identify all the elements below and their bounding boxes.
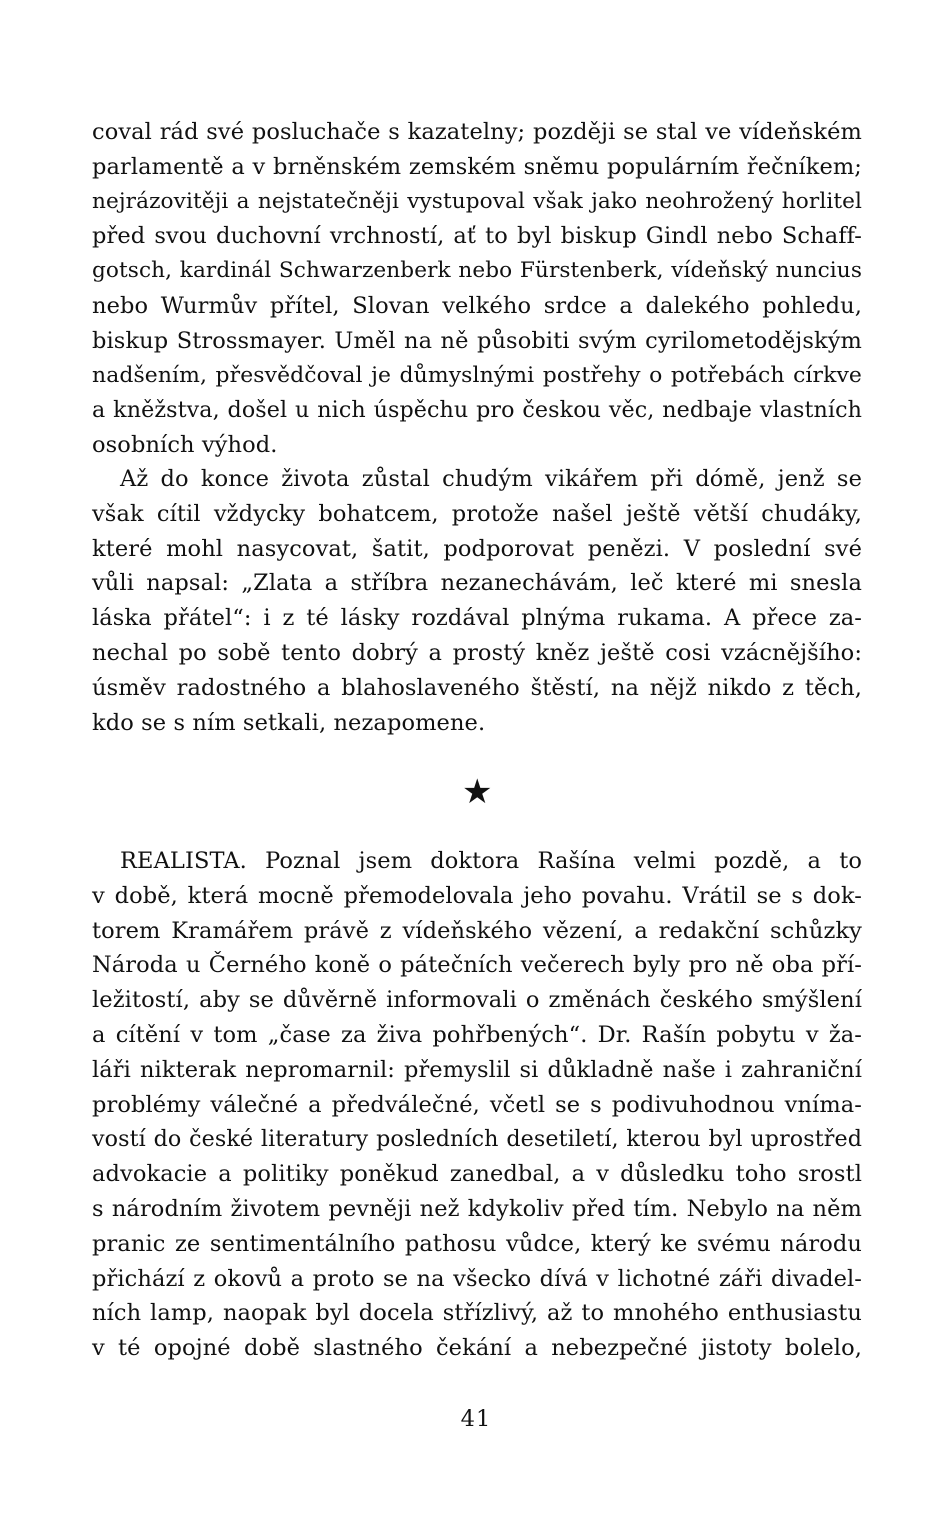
- text-line: však cítil vždycky bohatcem, protože našel ještě větší chudáky,: [92, 500, 862, 527]
- text-line: Národa u Černého koně o pátečních večerech byly pro ně oba pří-: [92, 952, 862, 979]
- text-line: přichází z okovů a proto se na všecko dívá v lichotné záři divadel-: [92, 1265, 862, 1292]
- text-line: coval rád své posluchače s kazatelny; později se stal ve vídeňském: [92, 119, 862, 145]
- text-line: láři nikterak nepromarnil: přemyslil si důkladně naše i zahraniční: [92, 1056, 862, 1083]
- text-line: nebo Wurmův přítel, Slovan velkého srdce a dalekého pohledu,: [92, 292, 862, 319]
- text-line: gotsch, kardinál Schwarzenberk nebo Fürstenberk, vídeňský nuncius: [92, 258, 862, 284]
- text-line: pranic ze sentimentálního pathosu vůdce, který ke svému národu: [92, 1230, 862, 1257]
- text-line: advokacie a politiky poněkud zanedbal, a v důsledku toho srostl: [92, 1161, 862, 1188]
- text-line: biskup Strossmayer. Uměl na ně působiti svým cyrilometodějským: [92, 327, 862, 354]
- page-number: 41: [460, 1406, 492, 1432]
- text-line: kdo se s ním setkali, nezapomene.: [92, 709, 486, 736]
- text-line: a kněžstva, došel u nich úspěchu pro českou věc, nedbaje vlastních: [92, 397, 862, 424]
- text-line: vůli napsal: „Zlata a stříbra nezanechávám, leč které mi snesla: [92, 570, 862, 597]
- text-line: nejrázovitěji a nejstatečněji vystupoval však jako neohrožený horlitel: [92, 188, 862, 214]
- text-line: láska přátel“: i z té lásky rozdával plnýma rukama. A přece za-: [92, 605, 862, 632]
- text-line: torem Kramářem právě z vídeňského vězení, a redakční schůzky: [92, 917, 862, 944]
- text-line: vostí do české literatury posledních desetiletí, kterou byl uprostřed: [92, 1126, 862, 1153]
- text-line: osobních výhod.: [92, 432, 278, 459]
- paragraph-1: [92, 115, 862, 463]
- text-line: v té opojné době slastného čekání a nebezpečné jistoty bolelo,: [92, 1335, 862, 1362]
- text-line: nechal po sobě tento dobrý a prostý kněz ještě cosi vzácnějšího:: [92, 639, 862, 666]
- text-line: problémy válečné a předválečné, včetl se s podivuhodnou vníma-: [92, 1091, 862, 1118]
- text-line: REALISTA. Poznal jsem doktora Rašína velmi pozdě, a to: [120, 848, 862, 874]
- text-line: parlamentě a v brněnském zemském sněmu populárním řečníkem;: [92, 153, 862, 180]
- text-line: ležitostí, aby se důvěrně informovali o změnách českého smýšlení: [92, 987, 862, 1014]
- text-line: v době, která mocně přemodelovala jeho povahu. Vrátil se s dok-: [92, 882, 862, 909]
- text-line: Až do konce života zůstal chudým vikářem při dómě, jenž se: [120, 466, 862, 492]
- paragraph-3: [92, 844, 862, 1366]
- text-line: které mohl nasycovat, šatit, podporovat penězi. V poslední své: [92, 535, 862, 562]
- text-line: s národním životem pevněji než kdykoliv před tím. Nebylo na něm: [92, 1195, 862, 1222]
- text-line: a cítění v tom „čase za živa pohřbených“. Dr. Rašín pobytu v ža-: [92, 1021, 862, 1048]
- paragraph-2: [92, 462, 862, 740]
- text-line: úsměv radostného a blahoslaveného štěstí, na nějž nikdo z těch,: [92, 674, 862, 701]
- text-line: ních lamp, naopak byl docela střízlivý, až to mnohého enthusiastu: [92, 1300, 862, 1327]
- star-separator-icon: ★: [462, 772, 493, 812]
- text-line: před svou duchovní vrchností, ať to byl biskup Gindl nebo Schaff-: [92, 223, 862, 250]
- text-line: nadšením, přesvědčoval je důmyslnými postřehy o potřebách církve: [92, 362, 862, 388]
